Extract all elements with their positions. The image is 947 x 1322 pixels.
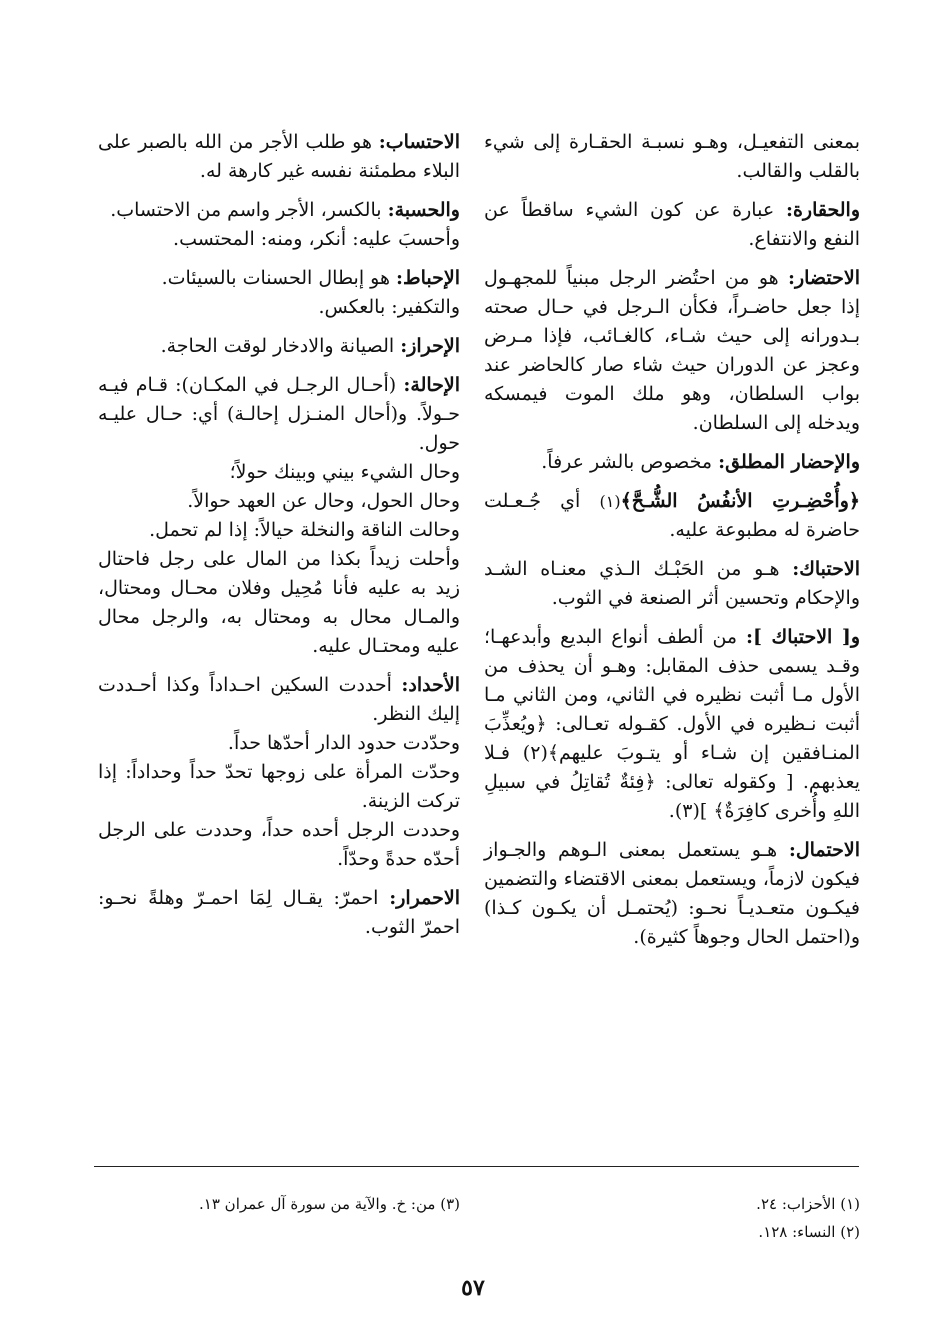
left-column <box>98 128 460 952</box>
entry-paragraph <box>98 545 460 661</box>
footnote: (١) الأحزاب: ٢٤. <box>756 1195 860 1213</box>
dictionary-entry <box>484 623 860 826</box>
footnote: (٢) النساء: ١٢٨. <box>758 1223 860 1241</box>
entry-text: هـو من الحَبْـك الـذي معنـاه الشـد والإحكام وتحسين أثر الصنعة في الثوب. <box>484 558 860 609</box>
dictionary-entry <box>484 264 860 438</box>
entry-paragraph <box>98 758 460 816</box>
entry-text: أحددت السكين احـداداً وكذا أحـددت إليك النظر. <box>98 674 460 725</box>
entry-paragraph <box>98 487 460 516</box>
footnote-divider <box>94 1166 859 1167</box>
entry-paragraph <box>484 448 860 477</box>
entry-text: وأحلت زيداً بكذا من المال على رجل فاحتال زيد به عليه فأنا مُحِيل وفلان محـال ومحتال، والمـال محال به ومحتال به، والرجل محال عليه ومحتـال عليه. <box>98 548 460 657</box>
footnote-ref: (١) <box>599 492 621 511</box>
entry-term: والحقارة: <box>785 199 860 221</box>
entry-text: وحددت الرجل أحده حداً، وحددت على الرجل أحدّه حدةً وحدّاً. <box>98 819 460 870</box>
right-column <box>484 128 860 962</box>
entry-term: الإحراز: <box>400 335 460 357</box>
entry-paragraph <box>98 816 460 874</box>
entry-paragraph <box>484 836 860 952</box>
entry-paragraph <box>98 264 460 293</box>
entry-text: بالكسر، الأجر واسم من الاحتساب. <box>110 199 382 221</box>
dictionary-entry <box>98 884 460 942</box>
entry-text: هو طلب الأجر من الله بالصبر على البلاء مطمئنة نفسه غير كارهة له. <box>98 131 460 182</box>
dictionary-entry <box>98 332 460 361</box>
entry-paragraph <box>98 671 460 729</box>
entry-text: وحال الشيء بيني وبينك حولاً؛ <box>229 461 460 483</box>
page-number: ٥٧ <box>461 1275 485 1301</box>
entry-paragraph <box>484 196 860 254</box>
entry-paragraph <box>484 128 860 186</box>
entry-text: الصيانة والادخار لوقت الحاجة. <box>160 335 395 357</box>
entry-term: الإحالة: <box>403 374 461 396</box>
entry-paragraph <box>98 516 460 545</box>
entry-text: من ألطف أنواع البديع وأبدعهـا؛ وقـد يسمى حذف المقابل: وهـو أن يحذف من الأول مـا أثبت نظيره في الثاني، ومن الثاني مـا أثبت نـظيره في الأول. كقـوله تعـالى: ﴿ويُعذِّبَ المنـافقين إن شـاء أو يتـوبَ عليهم﴾(٢) فـلا يعذبهم. [ وكقوله تعالى: ﴿فِئةٌ تُقاتِلُ في سبيلِ اللهِ وأُخرى كافِرَةٌ﴾ ](٣). <box>484 626 860 822</box>
entry-text: والتكفير: بالعكس. <box>318 296 460 318</box>
entry-text: عبارة عن كون الشيء ساقطاً عن النفع والانتفاع. <box>484 199 860 250</box>
footnotes-left <box>120 1190 460 1218</box>
entry-term: والحسبة: <box>387 199 460 221</box>
entry-text: مخصوص بالشر عرفاً. <box>541 451 713 473</box>
dictionary-entry <box>98 196 460 254</box>
entry-text: وحال الحول، وحال عن العهد حوالاً. <box>187 490 460 512</box>
dictionary-entry <box>484 196 860 254</box>
entry-term: الاحتمال: <box>788 839 860 861</box>
dictionary-entry <box>484 448 860 477</box>
entry-text: وحدّت المرأة على زوجها تحدّ حداً وحداداً: إذا تركت الزينة. <box>98 761 460 812</box>
entry-term: الأحداد: <box>401 674 460 696</box>
dictionary-entry <box>484 128 860 186</box>
dictionary-entry <box>98 671 460 874</box>
entry-text: وحدّدت حدود الدار أحدّها حداً. <box>227 732 460 754</box>
entry-paragraph <box>98 128 460 186</box>
footnotes-right <box>560 1190 860 1246</box>
quran-verse: ﴿وأُحْضِـرتِ الأنفُسُ الشُّـحَّ﴾ <box>620 490 861 512</box>
entry-paragraph <box>484 264 860 438</box>
footnote: (٣) من: خ. والآية من سورة آل عمران ١٣. <box>199 1195 460 1213</box>
entry-paragraph <box>98 332 460 361</box>
entry-term: الإحباط: <box>396 267 460 289</box>
dictionary-entry <box>98 128 460 186</box>
dictionary-entry <box>484 836 860 952</box>
entry-text: احمرّ: يقـال لِمَا احمـرّ وهلةً نحـو: احمرّ الثوب. <box>98 887 460 938</box>
entry-paragraph <box>484 555 860 613</box>
entry-term: الاحمرار: <box>389 887 461 909</box>
dictionary-entry <box>484 555 860 613</box>
entry-paragraph <box>484 487 860 545</box>
entry-term: و[ الاحتباك ]: <box>746 626 860 648</box>
entry-paragraph <box>98 729 460 758</box>
entry-term: الاحتضار: <box>787 267 861 289</box>
entry-text: هـو يستعمل بمعنى الـوهم والجـواز فيكون لازماً، ويستعمل بمعنى الاقتضاء والتضمين فيكـون متعـديـاً نحـو: (يُحتمـل أن يكـون كـذا) و(احتمل الحال وجوهاً كثيرة). <box>484 839 860 948</box>
entry-text: (أحـال الرجـل في المكـان): قـام فيـه حـولاً. و(أحال المنـزل إحالـة) أي: حـال عليـه حول. <box>98 374 460 454</box>
entry-paragraph <box>98 293 460 322</box>
dictionary-entry <box>98 264 460 322</box>
dictionary-entry <box>98 371 460 661</box>
entry-paragraph <box>98 196 460 225</box>
entry-term: الاحتباك: <box>792 558 860 580</box>
entry-text: بمعنى التفعيـل، وهـو نسبـة الحقـارة إلى شيء بالقلب والقالب. <box>484 131 860 182</box>
entry-term: والإحضار المطلق: <box>718 451 860 473</box>
entry-text: هو من احتُضر الرجل مبنياً للمجهـول إذا جعل حاضـراً، فكأن الـرجل في حـال صحته بـدورانه إلى حيث شـاء، كالغـائب، فإذا مـرض وعجز عن الدوران حيث شاء صار كالحاضر عند بواب السلطان، وهو ملك الموت فيمسكه ويدخله إلى السلطان. <box>484 267 860 434</box>
entry-paragraph <box>98 884 460 942</box>
entry-term: الاحتساب: <box>378 131 460 153</box>
entry-paragraph <box>98 225 460 254</box>
entry-text: هو إبطال الحسنات بالسيئات. <box>161 267 390 289</box>
entry-text: وأحسبَ عليه: أنكر، ومنه: المحتسب. <box>173 228 460 250</box>
entry-paragraph <box>98 371 460 458</box>
entry-text: وحالت الناقة والنخلة حيالاً: إذا لم تحمل. <box>149 519 460 541</box>
dictionary-entry <box>484 487 860 545</box>
entry-text: أي جُـعـلت حاضرة له مطبوعة عليه. <box>484 490 860 541</box>
entry-paragraph <box>98 458 460 487</box>
entry-paragraph <box>484 623 860 826</box>
